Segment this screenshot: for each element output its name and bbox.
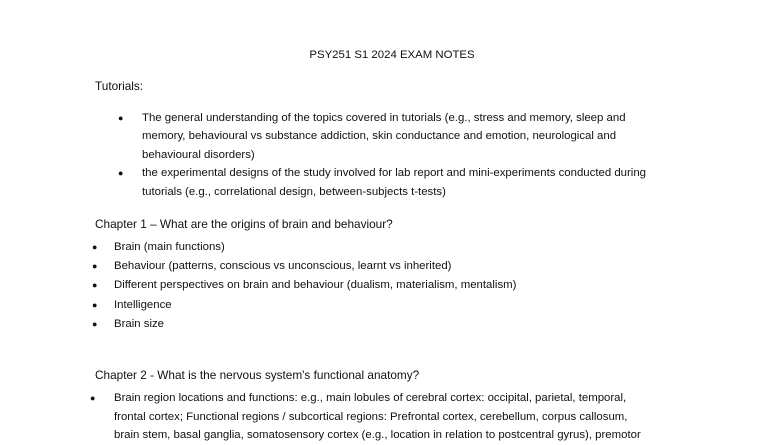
- bullet-icon: ●: [90, 393, 96, 403]
- document-title: PSY251 S1 2024 EXAM NOTES: [309, 49, 475, 61]
- list-item-line: the experimental designs of the study involved for lab report and mini-experiments conducted during: [142, 167, 647, 180]
- list-item-line: frontal cortex; Functional regions / subcortical regions: Prefrontal cortex, cerebellum, corpus callosum,: [114, 410, 628, 423]
- bullet-icon: ●: [118, 113, 124, 123]
- list-item: [118, 109, 702, 164]
- chapter1-list: [92, 238, 674, 334]
- bullet-icon: ●: [118, 168, 124, 179]
- chapter1-heading: Chapter 1 – What are the origins of brain and behaviour?: [95, 217, 393, 231]
- bullet-icon: ●: [92, 242, 98, 252]
- list-item: [92, 257, 674, 276]
- list-item: [92, 315, 674, 334]
- list-item: [90, 389, 704, 445]
- list-item-line: The general understanding of the topics covered in tutorials (e.g., stress and memory, sleep and: [142, 112, 626, 124]
- chapter2-heading: Chapter 2 - What is the nervous system's functional anatomy?: [95, 368, 420, 382]
- list-item-line: memory, behavioural vs substance addiction, skin conductance and emotion, neurological and: [142, 130, 617, 143]
- list-item-text: Behaviour (patterns, conscious vs unconscious, learnt vs inherited): [114, 260, 452, 273]
- bullet-icon: ●: [92, 318, 98, 329]
- list-item-line: brain stem, basal ganglia, somatosensory cortex (e.g., location in relation to postcentral gyrus), premotor: [114, 429, 641, 442]
- tutorials-heading: Tutorials:: [95, 79, 144, 93]
- list-item: [92, 276, 674, 295]
- list-item-text: Brain size: [114, 317, 165, 330]
- bullet-icon: ●: [92, 299, 98, 310]
- list-item-line: Brain region locations and functions: e.g., main lobules of cerebral cortex: occipital, parietal, temporal,: [114, 392, 627, 404]
- list-item-line: behavioural disorders): [142, 148, 255, 161]
- list-item-text: Different perspectives on brain and behaviour (dualism, materialism, mentalism): [114, 279, 517, 292]
- list-item-text: Intelligence: [114, 298, 172, 311]
- bullet-icon: ●: [92, 280, 98, 291]
- bullet-icon: ●: [92, 261, 98, 272]
- tutorials-list: [118, 109, 702, 201]
- list-item: [92, 296, 674, 315]
- list-item-line: tutorials (e.g., correlational design, between-subjects t-tests): [142, 185, 446, 198]
- chapter2-list: [90, 389, 704, 445]
- list-item: [118, 164, 702, 201]
- list-item: [92, 238, 674, 257]
- list-item-text: Brain (main functions): [114, 241, 225, 253]
